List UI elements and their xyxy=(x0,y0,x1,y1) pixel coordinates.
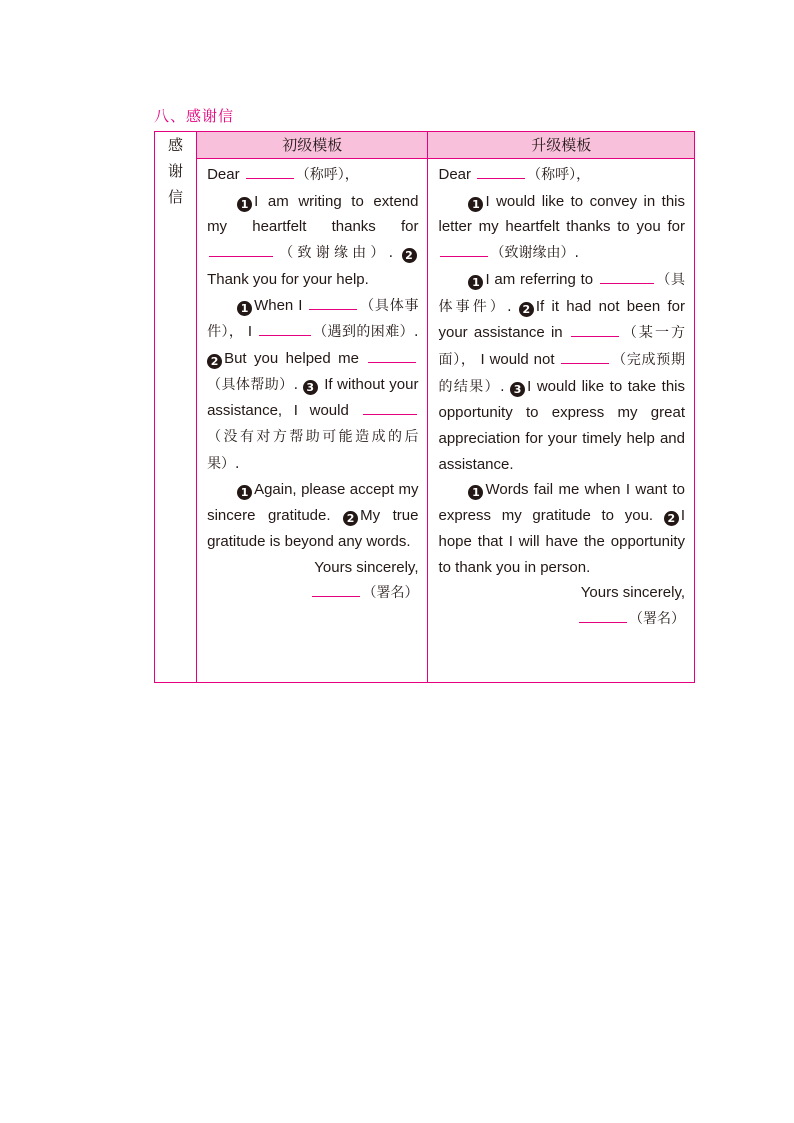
advanced-paragraph-1: 1 I would like to convey in this letter my heartfelt thanks to you for （致谢缘由）. xyxy=(438,192,685,262)
advanced-template-cell xyxy=(428,159,695,683)
template-table xyxy=(154,131,695,683)
side-cell xyxy=(155,132,197,683)
circled-number-icon: 2 xyxy=(402,248,417,263)
circled-number-icon: 1 xyxy=(237,301,252,316)
blank-line xyxy=(440,242,488,257)
body-row xyxy=(155,159,695,683)
basic-paragraph-1: 1 I am writing to extend my heartfelt thanks for （致谢缘由）. 2Thank you for your help. xyxy=(207,192,419,288)
blank-line xyxy=(600,269,654,284)
blank-line xyxy=(209,242,273,257)
circled-number-icon: 1 xyxy=(468,275,483,290)
circled-number-icon: 2 xyxy=(664,511,679,526)
basic-letter xyxy=(197,159,427,613)
blank-line xyxy=(561,349,609,364)
basic-template-cell xyxy=(197,159,428,683)
header-basic: 初级模板 xyxy=(197,132,428,159)
basic-closing: Yours sincerely, xyxy=(314,558,419,576)
blank-line xyxy=(368,348,416,363)
circled-number-icon: 3 xyxy=(510,382,525,397)
circled-number-icon: 2 xyxy=(207,354,222,369)
advanced-paragraph-2: 1 I am referring to （具体事件）. 2 If it had not been for your assistance in （某一方面）， I would not （完成预期的结果）. 3 I would like to take this opportunity to express my great appreciation for your timely help and assistance. xyxy=(438,270,686,473)
basic-paragraph-2: 1 When I （具体事件）， I （遇到的困难）. 2 But you helped me （具体帮助）. 3 If without your assistance, I would （没有对方帮助可能造成的后果）. xyxy=(207,296,419,472)
blank-line xyxy=(259,321,311,336)
blank-line xyxy=(579,608,627,623)
advanced-salutation: Dear （称呼）， xyxy=(438,166,591,183)
header-advanced: 升级模板 xyxy=(428,132,695,159)
blank-line xyxy=(312,582,360,597)
circled-number-icon: 2 xyxy=(343,511,358,526)
header-row xyxy=(155,132,695,159)
advanced-signature: （署名） xyxy=(438,606,685,633)
advanced-closing: Yours sincerely, xyxy=(580,584,685,602)
circled-number-icon: 1 xyxy=(237,197,252,212)
basic-paragraph-3: 1 Again, please accept my sincere gratitude. 2 My true gratitude is beyond any words. xyxy=(207,481,419,550)
blank-line xyxy=(571,322,619,337)
circled-number-icon: 2 xyxy=(519,302,534,317)
advanced-paragraph-3: 1 Words fail me when I want to express my gratitude to you. 2 I hope that I will have the opportunity to thank you in person. xyxy=(438,481,685,576)
blank-line xyxy=(246,164,294,179)
circled-number-icon: 1 xyxy=(468,197,483,212)
section-title: 八、感谢信 xyxy=(154,107,235,125)
blank-line xyxy=(363,400,417,415)
basic-salutation: Dear （称呼）， xyxy=(207,166,359,183)
circled-number-icon: 1 xyxy=(237,485,252,500)
advanced-letter xyxy=(428,159,694,639)
blank-line xyxy=(477,164,525,179)
circled-number-icon: 1 xyxy=(468,485,483,500)
blank-line xyxy=(309,295,357,310)
circled-number-icon: 3 xyxy=(303,380,318,395)
basic-signature: （署名） xyxy=(207,580,418,607)
side-label: 感谢信 xyxy=(168,136,184,206)
